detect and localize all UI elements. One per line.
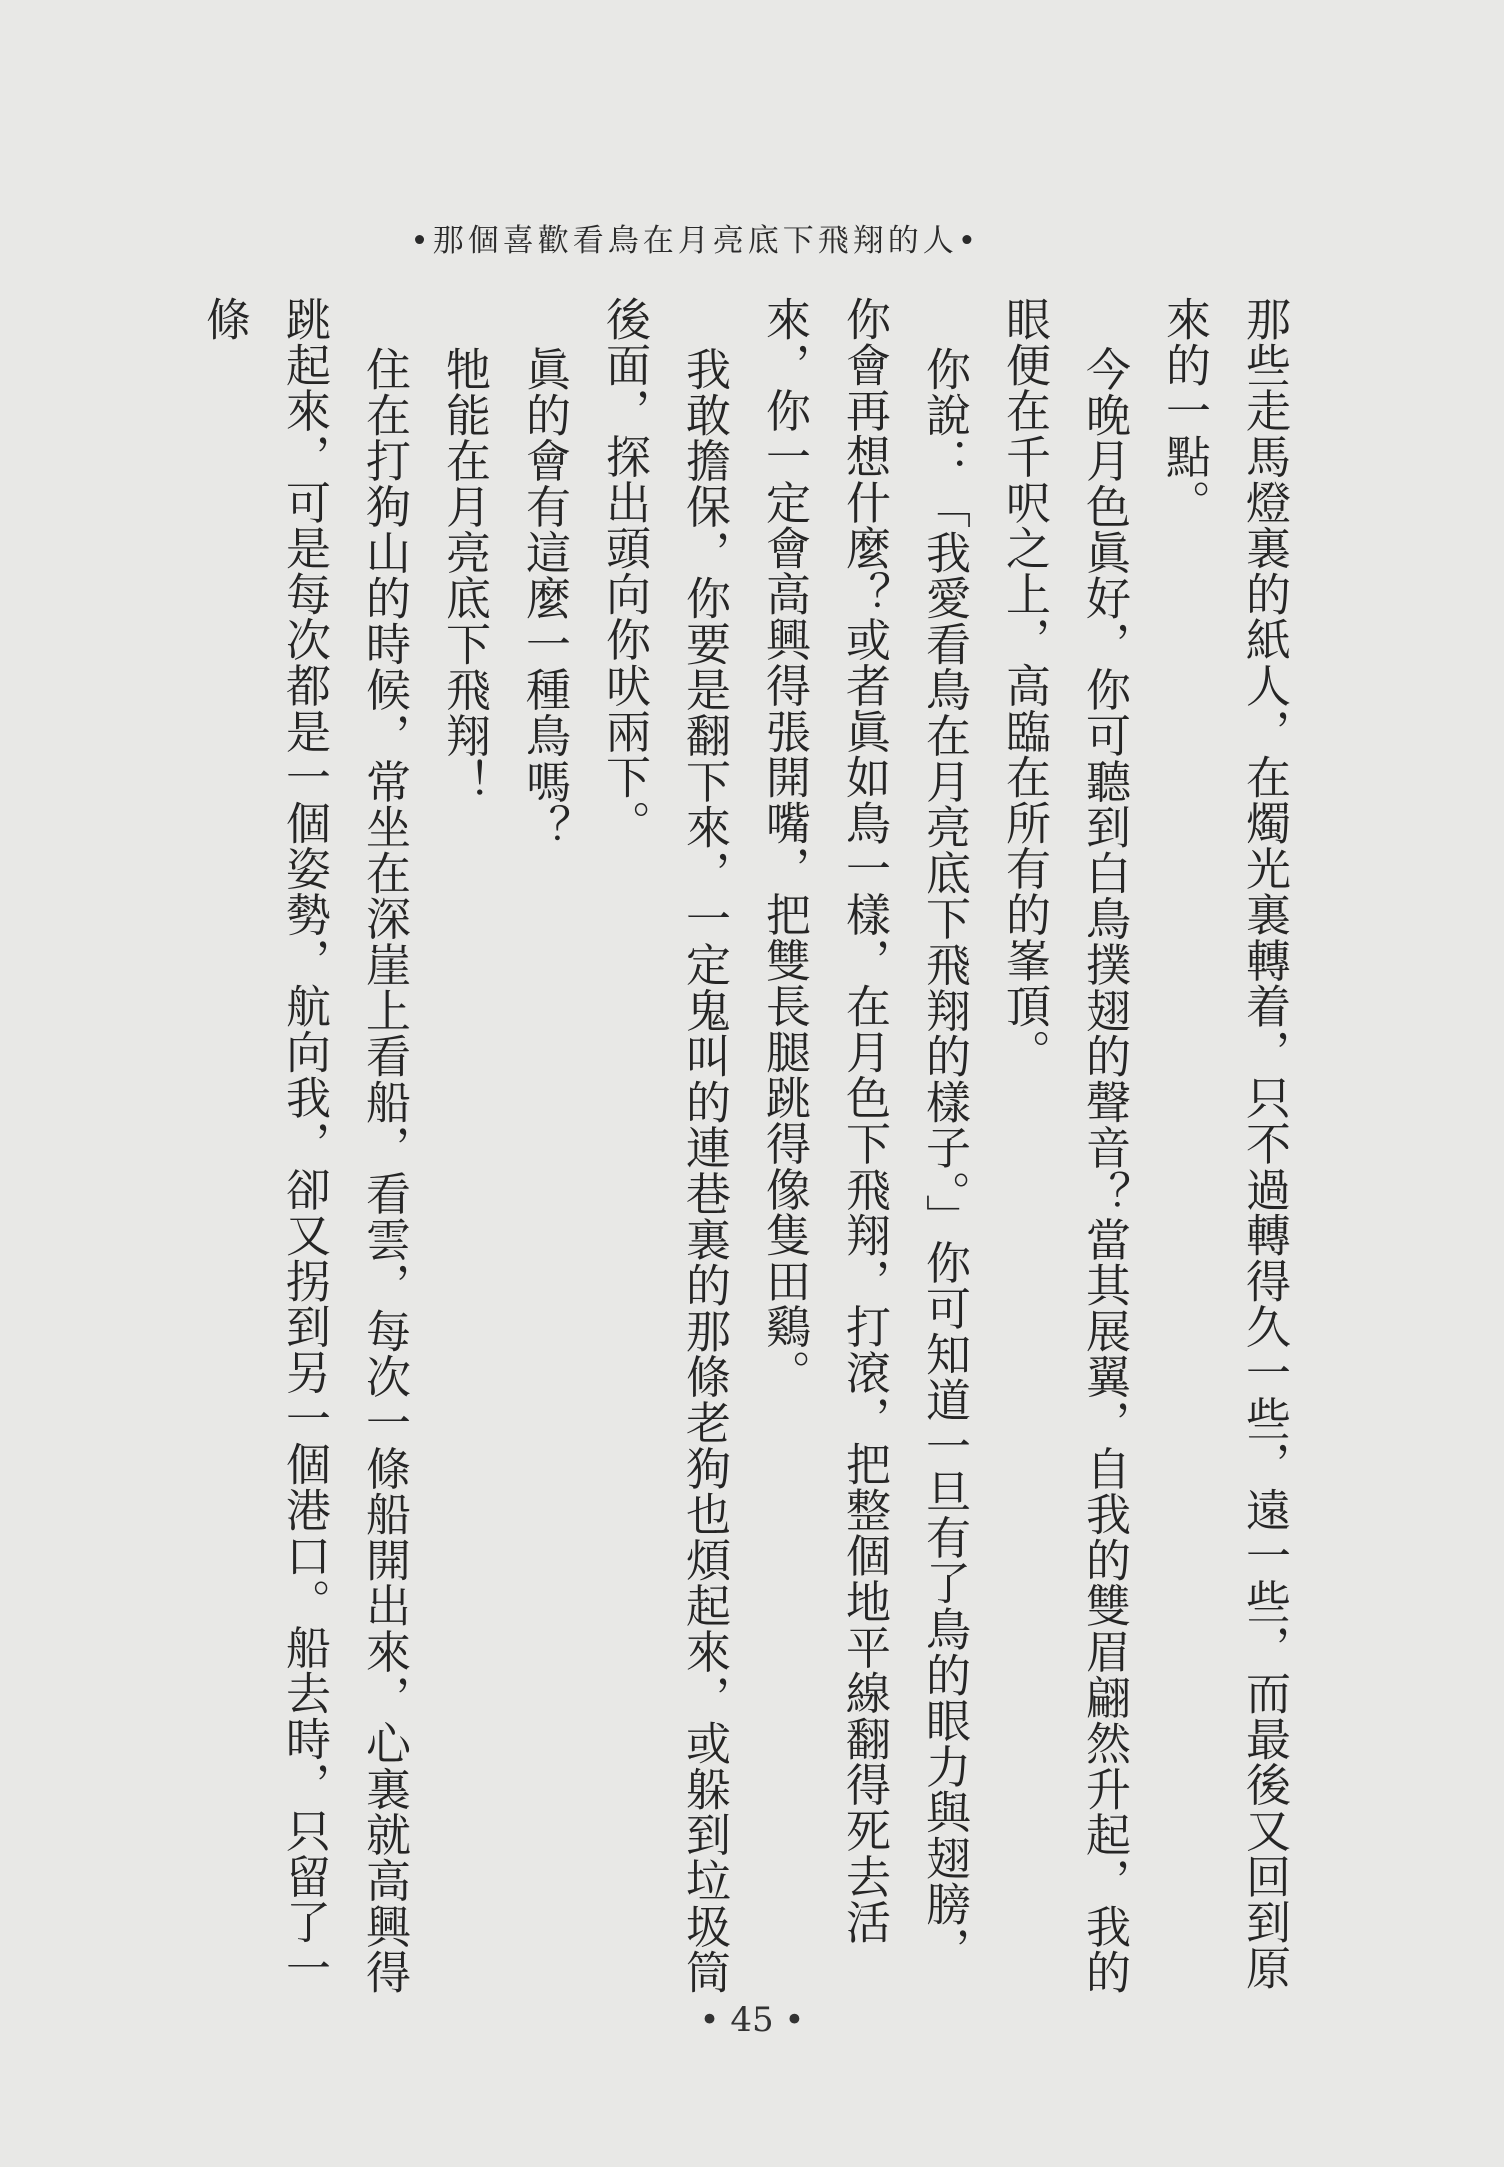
- paragraph: 住在打狗山的時候，常坐在深崖上看船，看雲，每次一條船開出來，心裏就高興得跳起來，可是每次都是一個姿勢，航向我，卻又拐到另一個港口。船去時，只留了一條: [198, 296, 411, 1995]
- paragraph: 那些走馬燈裏的紙人，在燭光裏轉着，只不過轉得久一些，遠一些，而最後又回到原來的一點。: [1158, 296, 1291, 1991]
- paragraph: 今晚月色眞好，你可聽到白鳥撲翅的聲音？當其展翼，自我的雙眉翩然升起，我的眼便在千呎之上，高臨在所有的峯頂。: [998, 296, 1131, 1995]
- paragraph: 眞的會有這麼一種鳥嗎？: [518, 345, 571, 850]
- paragraph: 你說：「我愛看鳥在月亮底下飛翔的樣子。」你可知道一旦有了鳥的眼力與翅膀，你會再想什麼？或者眞如鳥一樣，在月色下飛翔，打滾，把整個地平線翻得死去活來，你一定會高興得張開嘴，把雙長腿跳得像隻田鷄。: [758, 296, 971, 1972]
- paragraph: 牠能在月亮底下飛翔！: [438, 345, 491, 804]
- paragraph: 我敢擔保，你要是翻下來，一定鬼叫的連巷裏的那條老狗也煩起來，或躲到垃圾筒後面，探出頭向你吠兩下。: [598, 296, 731, 1995]
- page-number: • 45 •: [699, 2000, 805, 2040]
- body-text: [184, 296, 1304, 1996]
- running-header: •人的翔飛下底亮月在鳥看歡喜個那•: [410, 223, 980, 259]
